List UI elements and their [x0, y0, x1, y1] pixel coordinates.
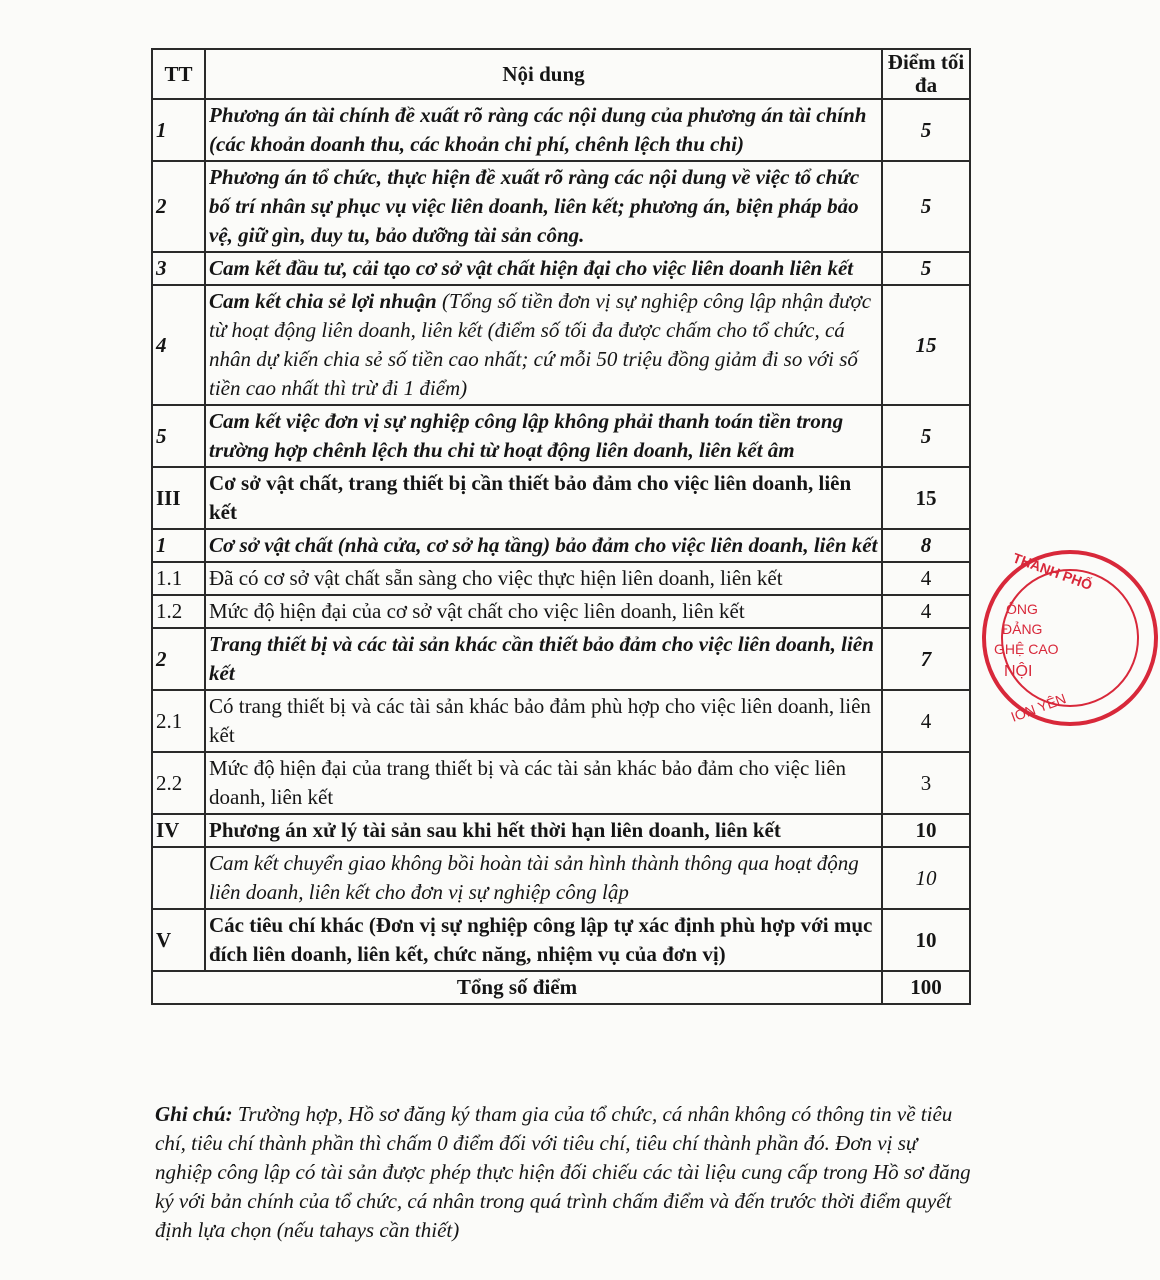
row-tt: 2 — [152, 628, 205, 690]
table-row — [152, 595, 970, 628]
header-content: Nội dung — [205, 49, 882, 99]
row-tt: 2.1 — [152, 690, 205, 752]
row-content: Cam kết chuyển giao không bồi hoàn tài sản hình thành thông qua hoạt động liên doanh, liên kết cho đơn vị sự nghiệp công lập — [205, 847, 882, 909]
row-content: Phương án tài chính đề xuất rõ ràng các nội dung của phương án tài chính (các khoản doanh thu, các khoản chi phí, chênh lệch thu chi) — [205, 99, 882, 161]
row-tt: III — [152, 467, 205, 529]
table-row — [152, 252, 970, 285]
row-tt: 4 — [152, 285, 205, 405]
row-content: Trang thiết bị và các tài sản khác cần thiết bảo đảm cho việc liên doanh, liên kết — [205, 628, 882, 690]
seal-text-bottom: ION YÊN — [1008, 690, 1069, 725]
row-score: 4 — [882, 562, 970, 595]
row-content: Phương án tổ chức, thực hiện đề xuất rõ ràng các nội dung về việc tổ chức bố trí nhân sự phục vụ việc liên doanh, liên kết; phương án, biện pháp bảo vệ, giữ gìn, duy tu, bảo dưỡng tài sản công. — [205, 161, 882, 252]
row-score: 5 — [882, 161, 970, 252]
row-content: Mức độ hiện đại của cơ sở vật chất cho việc liên doanh, liên kết — [205, 595, 882, 628]
row-score: 4 — [882, 595, 970, 628]
row-tt: V — [152, 909, 205, 971]
row-content: Các tiêu chí khác (Đơn vị sự nghiệp công lập tự xác định phù hợp với mục đích liên doanh, liên kết, chức năng, nhiệm vụ của đơn vị) — [205, 909, 882, 971]
row-tt: 1 — [152, 99, 205, 161]
scoring-table — [151, 48, 971, 1005]
row-content: Có trang thiết bị và các tài sản khác bảo đảm phù hợp cho việc liên doanh, liên kết — [205, 690, 882, 752]
row-score: 7 — [882, 628, 970, 690]
red-seal — [980, 548, 1160, 728]
row-content: Cơ sở vật chất (nhà cửa, cơ sở hạ tầng) bảo đảm cho việc liên doanh, liên kết — [205, 529, 882, 562]
table-row — [152, 405, 970, 467]
row-tt: 5 — [152, 405, 205, 467]
row-content: Cơ sở vật chất, trang thiết bị cần thiết bảo đảm cho việc liên doanh, liên kết — [205, 467, 882, 529]
table-row — [152, 628, 970, 690]
row-tt: 1.1 — [152, 562, 205, 595]
table-row — [152, 752, 970, 814]
row-content: Phương án xử lý tài sản sau khi hết thời hạn liên doanh, liên kết — [205, 814, 882, 847]
total-score: 100 — [882, 971, 970, 1004]
row-score: 3 — [882, 752, 970, 814]
row-score: 10 — [882, 814, 970, 847]
table-row — [152, 562, 970, 595]
row-tt: 1.2 — [152, 595, 205, 628]
row-tt: 2 — [152, 161, 205, 252]
table-header-row — [152, 49, 970, 99]
row-score: 5 — [882, 405, 970, 467]
header-tt: TT — [152, 49, 205, 99]
seal-line-4: NỘI — [1004, 663, 1033, 680]
table-row — [152, 847, 970, 909]
row-score: 15 — [882, 467, 970, 529]
row-tt — [152, 847, 205, 909]
row-tt: 2.2 — [152, 752, 205, 814]
total-row — [152, 971, 970, 1004]
table-row — [152, 529, 970, 562]
row-score: 4 — [882, 690, 970, 752]
row-score: 10 — [882, 909, 970, 971]
footnote-label: Ghi chú: — [155, 1102, 233, 1126]
seal-text-top: THÀNH PHỐ — [1010, 549, 1095, 594]
row-content: Mức độ hiện đại của trang thiết bị và các tài sản khác bảo đảm cho việc liên doanh, liên kết — [205, 752, 882, 814]
row-content-rest: (Tổng số tiền đơn vị sự nghiệp công lập nhận được từ hoạt động liên doanh, liên kết (điểm số tối đa được chấm cho tổ chức, cá nhân dự kiến chia sẻ số tiền cao nhất; cứ mỗi 50 triệu đồng giảm đi so với số tiền cao nhất thì trừ đi 1 điểm) — [209, 289, 872, 400]
row-score: 8 — [882, 529, 970, 562]
seal-inner-ring — [1002, 570, 1138, 706]
row-score: 5 — [882, 252, 970, 285]
row-tt: 3 — [152, 252, 205, 285]
row-score: 10 — [882, 847, 970, 909]
table-row — [152, 814, 970, 847]
row-score: 15 — [882, 285, 970, 405]
table-row — [152, 99, 970, 161]
footnote — [155, 1100, 975, 1245]
row-content: Đã có cơ sở vật chất sẵn sàng cho việc thực hiện liên doanh, liên kết — [205, 562, 882, 595]
row-content — [205, 285, 882, 405]
row-score: 5 — [882, 99, 970, 161]
footnote-text: Trường hợp, Hồ sơ đăng ký tham gia của tổ chức, cá nhân không có thông tin về tiêu chí, tiêu chí thành phần thì chấm 0 điểm đối với tiêu chí, tiêu chí thành phần đó. Đơn vị sự nghiệp công lập có tài sản được phép thực hiện đối chiếu các tài liệu cung cấp trong Hồ sơ đăng ký với bản chính của tổ chức, cá nhân trong quá trình chấm điểm và đến trước thời điểm quyết định lựa chọn (nếu tahays cần thiết) — [155, 1102, 971, 1242]
table-row — [152, 467, 970, 529]
table-row — [152, 690, 970, 752]
total-label: Tổng số điểm — [152, 971, 882, 1004]
row-content-bold: Cam kết chia sẻ lợi nhuận — [209, 289, 437, 313]
row-content: Cam kết việc đơn vị sự nghiệp công lập không phải thanh toán tiền trong trường hợp chênh lệch thu chi từ hoạt động liên doanh, liên kết âm — [205, 405, 882, 467]
seal-line-3: GHỆ CAO — [994, 641, 1059, 657]
table-row — [152, 909, 970, 971]
row-tt: 1 — [152, 529, 205, 562]
row-tt: IV — [152, 814, 205, 847]
header-max-score: Điểm tối đa — [882, 49, 970, 99]
table-row — [152, 161, 970, 252]
seal-line-2: ĐẢNG — [1002, 621, 1043, 637]
row-content: Cam kết đầu tư, cải tạo cơ sở vật chất hiện đại cho việc liên doanh liên kết — [205, 252, 882, 285]
seal-line-1: ÔNG — [1006, 601, 1038, 617]
table-row — [152, 285, 970, 405]
